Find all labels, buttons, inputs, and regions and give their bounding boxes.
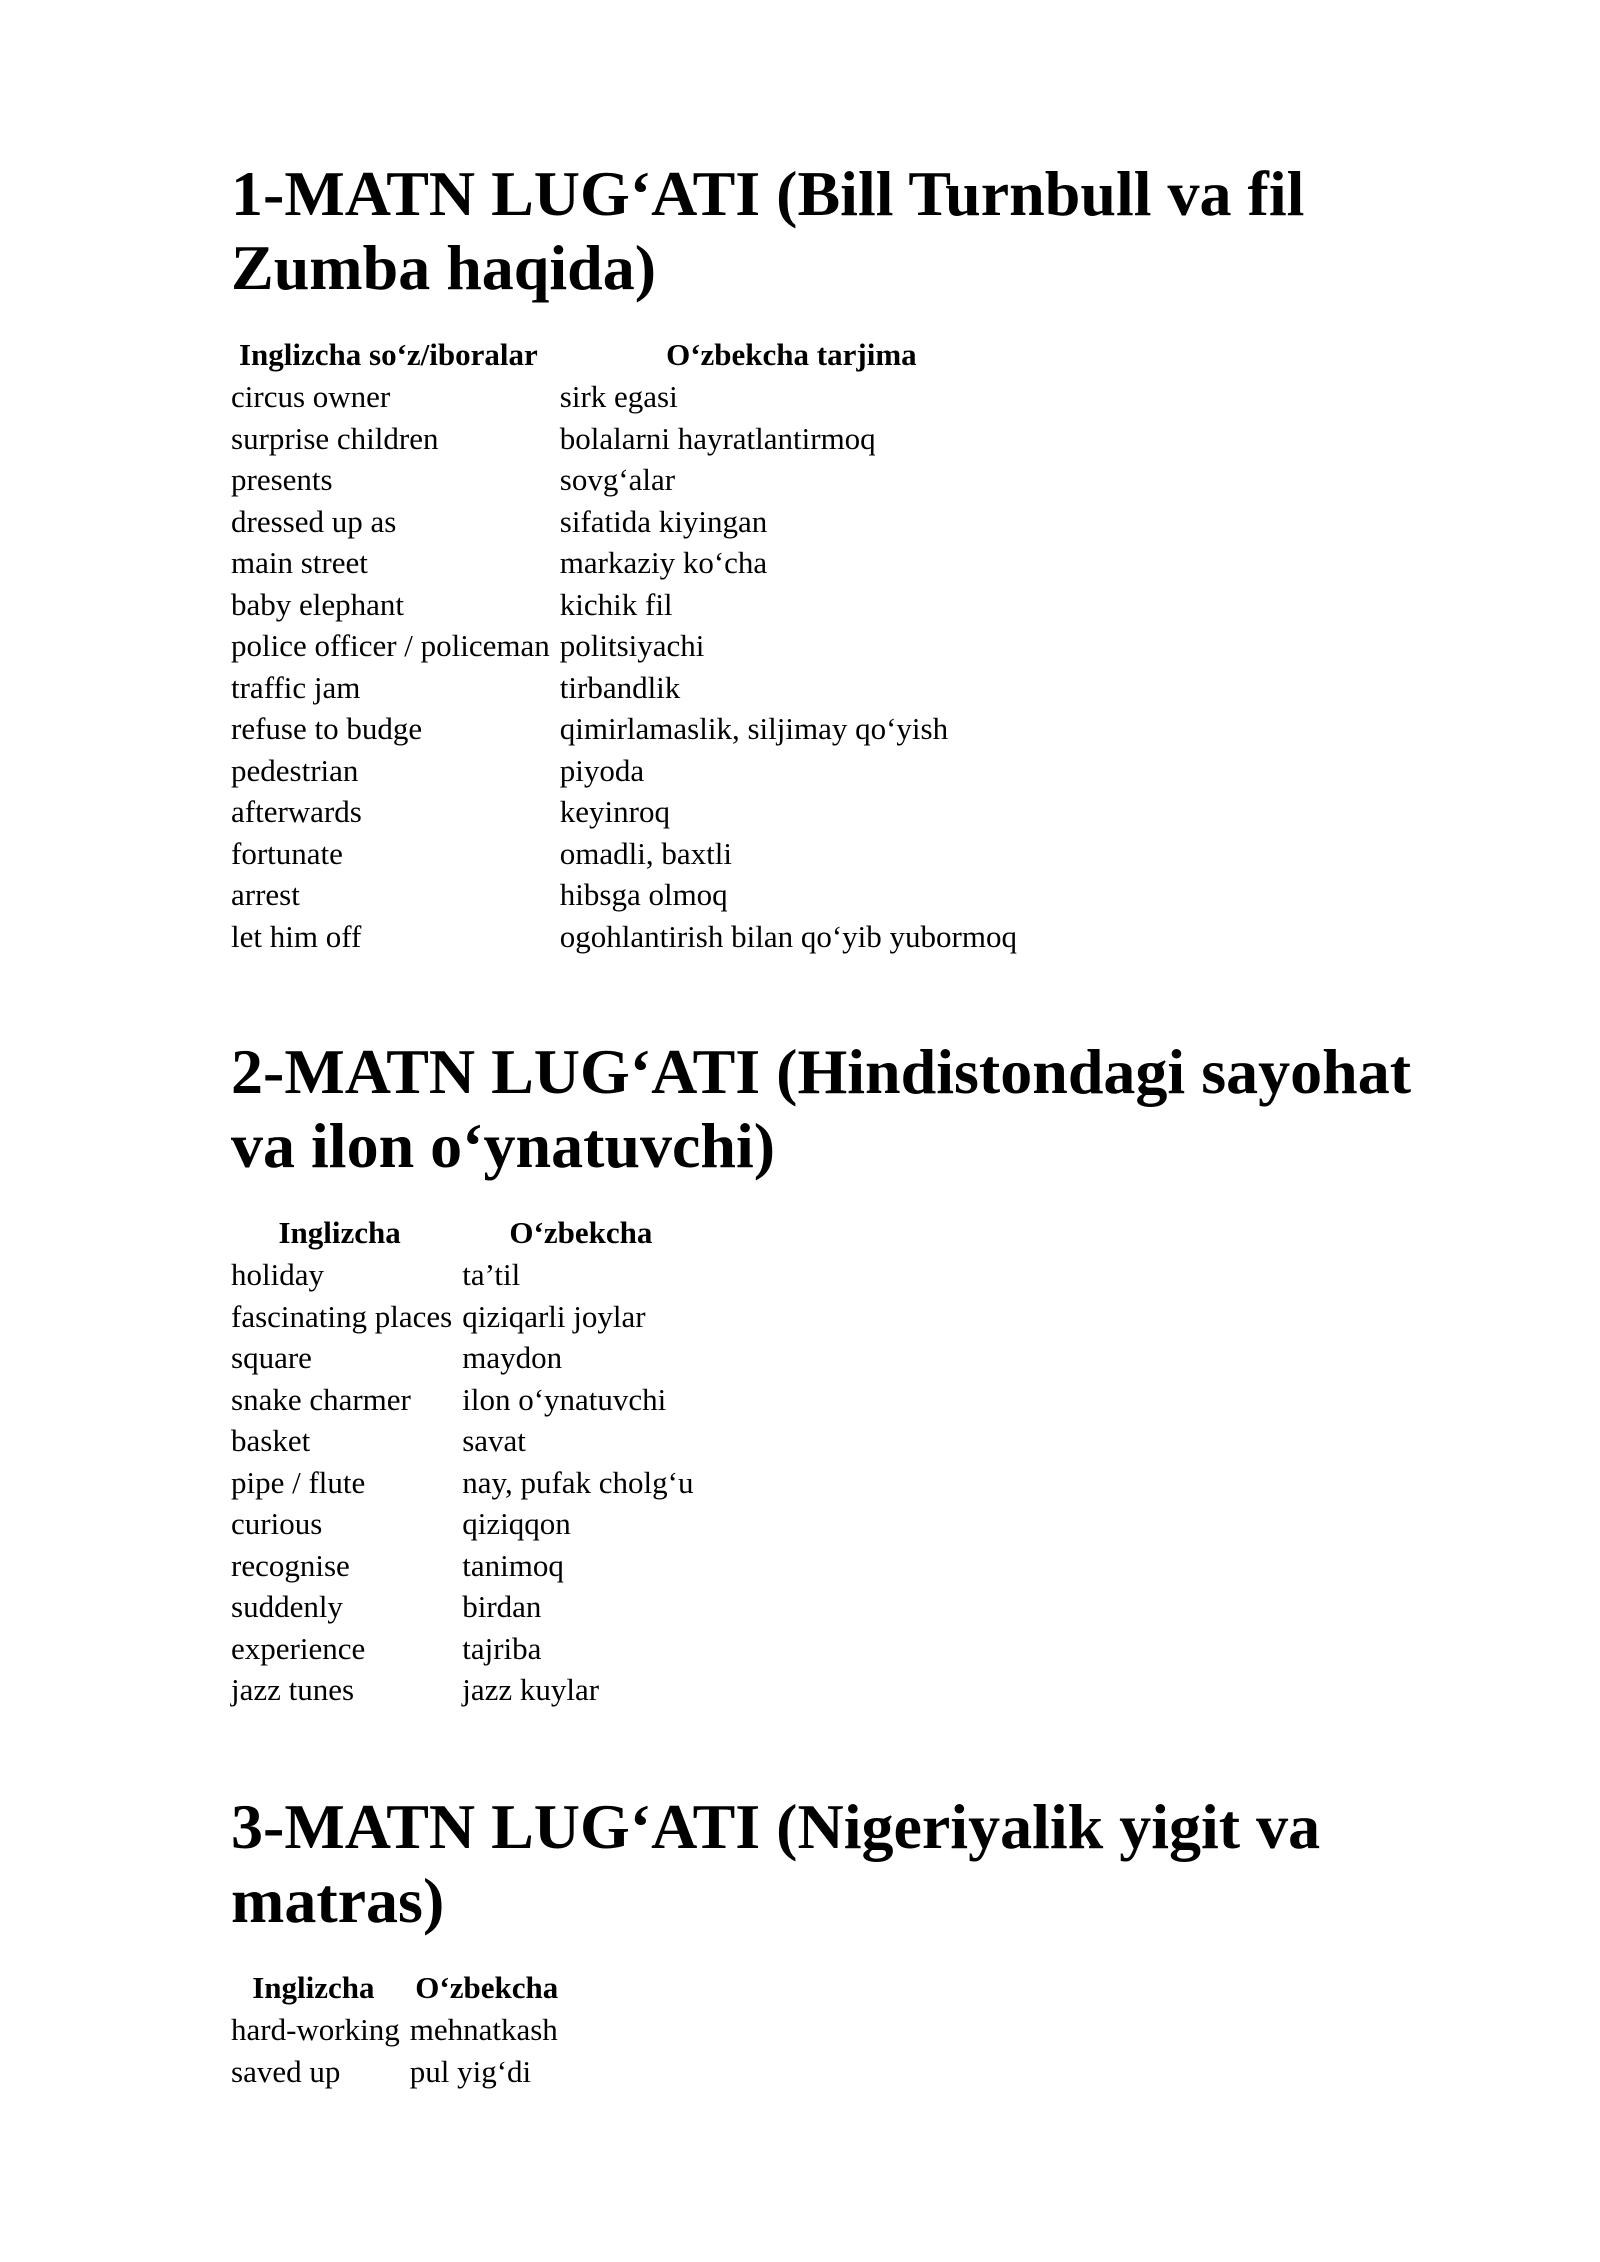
english-term: let him off xyxy=(231,918,362,954)
table-row xyxy=(231,877,1027,919)
vocab-table xyxy=(231,1215,704,1714)
uzbek-translation: sifatida kiyingan xyxy=(559,503,768,539)
uzbek-translation: kichik fil xyxy=(559,586,673,622)
uzbek-translation: maydon xyxy=(462,1340,563,1375)
english-term: baby elephant xyxy=(231,586,405,622)
vocab-rows xyxy=(231,379,1027,960)
uzbek-translation: bolalarni hayratlantirmoq xyxy=(559,420,876,456)
english-term: fortunate xyxy=(231,835,343,871)
vocab-rows xyxy=(231,2012,568,2095)
uzbek-translation: ogohlantirish bilan qo‘yib yubormoq xyxy=(559,918,1017,954)
table-row xyxy=(231,753,1027,795)
table-row xyxy=(231,1506,704,1548)
uzbek-translation: jazz kuylar xyxy=(462,1672,600,1707)
vocab-table xyxy=(231,337,1027,960)
english-term: surprise children xyxy=(231,420,439,456)
uzbek-translation: pul yig‘di xyxy=(409,2053,532,2089)
vocab-section-3 xyxy=(231,1790,1531,2095)
uzbek-translation: qimirlamaslik, siljimay qo‘yish xyxy=(559,711,949,746)
english-term: snake charmer xyxy=(231,1381,411,1417)
uzbek-translation: qiziqqon xyxy=(462,1506,571,1541)
table-row xyxy=(231,670,1027,712)
uzbek-translation: qiziqarli joylar xyxy=(462,1298,646,1334)
english-term: police officer / policeman xyxy=(231,628,550,663)
uzbek-translation: ta’til xyxy=(462,1257,521,1292)
table-header-row xyxy=(231,1215,704,1257)
column-header-uzbek: O‘zbekcha tarjima xyxy=(666,337,917,372)
section-heading: 1-MATN LUG‘ATI (Bill Turnbull va fil Zumba haqida) xyxy=(231,158,1305,303)
english-term: fascinating places xyxy=(231,1298,453,1334)
table-row xyxy=(231,1340,704,1382)
uzbek-translation: piyoda xyxy=(559,752,645,788)
english-term: recognise xyxy=(231,1547,350,1583)
vocab-section-1 xyxy=(231,157,1531,960)
table-header-row xyxy=(231,337,1027,379)
uzbek-translation: omadli, baxtli xyxy=(559,835,732,871)
column-header-english: Inglizcha xyxy=(252,1970,375,2005)
uzbek-translation: tanimoq xyxy=(462,1547,564,1583)
uzbek-translation: hibsga olmoq xyxy=(559,877,728,912)
uzbek-translation: politsiyachi xyxy=(559,628,705,663)
uzbek-translation: mehnatkash xyxy=(409,2012,558,2047)
english-term: experience xyxy=(231,1630,366,1666)
english-term: square xyxy=(231,1340,312,1375)
table-row xyxy=(231,628,1027,670)
table-row xyxy=(231,1672,704,1714)
section-heading: 3-MATN LUG‘ATI (Nigeriyalik yigit va matras) xyxy=(231,1791,1321,1936)
uzbek-translation: sirk egasi xyxy=(559,379,678,414)
table-header-row xyxy=(231,1970,568,2012)
table-row xyxy=(231,2054,568,2096)
vocab-table xyxy=(231,1970,568,2095)
english-term: arrest xyxy=(231,877,300,912)
english-term: presents xyxy=(231,462,333,497)
english-term: saved up xyxy=(231,2053,341,2089)
uzbek-translation: tirbandlik xyxy=(559,669,681,705)
table-row xyxy=(231,379,1027,421)
english-term: traffic jam xyxy=(231,669,361,705)
uzbek-translation: savat xyxy=(462,1423,526,1458)
column-header-uzbek: O‘zbekcha xyxy=(509,1215,653,1250)
table-row xyxy=(231,794,1027,836)
english-term: main street xyxy=(231,545,368,580)
english-term: holiday xyxy=(231,1257,324,1292)
uzbek-translation: keyinroq xyxy=(559,794,670,829)
table-row xyxy=(231,1257,704,1299)
english-term: circus owner xyxy=(231,379,391,414)
english-term: basket xyxy=(231,1423,311,1458)
table-row xyxy=(231,545,1027,587)
english-term: pedestrian xyxy=(231,752,359,788)
table-row xyxy=(231,504,1027,546)
table-row xyxy=(231,1465,704,1507)
table-row xyxy=(231,421,1027,463)
vocab-rows xyxy=(231,1257,704,1714)
table-row xyxy=(231,462,1027,504)
table-row xyxy=(231,711,1027,753)
table-row xyxy=(231,1631,704,1673)
uzbek-translation: tajriba xyxy=(462,1630,542,1666)
english-term: suddenly xyxy=(231,1589,343,1624)
vocab-section-2 xyxy=(231,1035,1531,1714)
table-row xyxy=(231,587,1027,629)
uzbek-translation: birdan xyxy=(462,1589,542,1624)
table-row xyxy=(231,919,1027,961)
english-term: curious xyxy=(231,1506,323,1541)
table-row xyxy=(231,836,1027,878)
table-row xyxy=(231,2012,568,2054)
english-term: jazz tunes xyxy=(231,1672,355,1707)
uzbek-translation: sovg‘alar xyxy=(559,462,676,497)
column-header-english: Inglizcha so‘z/iboralar xyxy=(238,337,538,372)
table-row xyxy=(231,1382,704,1424)
english-term: afterwards xyxy=(231,794,362,829)
uzbek-translation: nay, pufak cholg‘u xyxy=(462,1464,694,1500)
column-header-english: Inglizcha xyxy=(278,1215,401,1250)
uzbek-translation: markaziy ko‘cha xyxy=(559,545,768,580)
table-row xyxy=(231,1299,704,1341)
english-term: pipe / flute xyxy=(231,1464,366,1500)
table-row xyxy=(231,1423,704,1465)
table-row xyxy=(231,1589,704,1631)
english-term: dressed up as xyxy=(231,503,397,539)
english-term: hard-working xyxy=(231,2012,400,2047)
column-header-uzbek: O‘zbekcha xyxy=(415,1970,559,2005)
section-heading: 2-MATN LUG‘ATI (Hindistondagi sayohat va ilon o‘ynatuvchi) xyxy=(231,1036,1411,1181)
table-row xyxy=(231,1548,704,1590)
uzbek-translation: ilon o‘ynatuvchi xyxy=(462,1381,667,1417)
english-term: refuse to budge xyxy=(231,711,423,746)
